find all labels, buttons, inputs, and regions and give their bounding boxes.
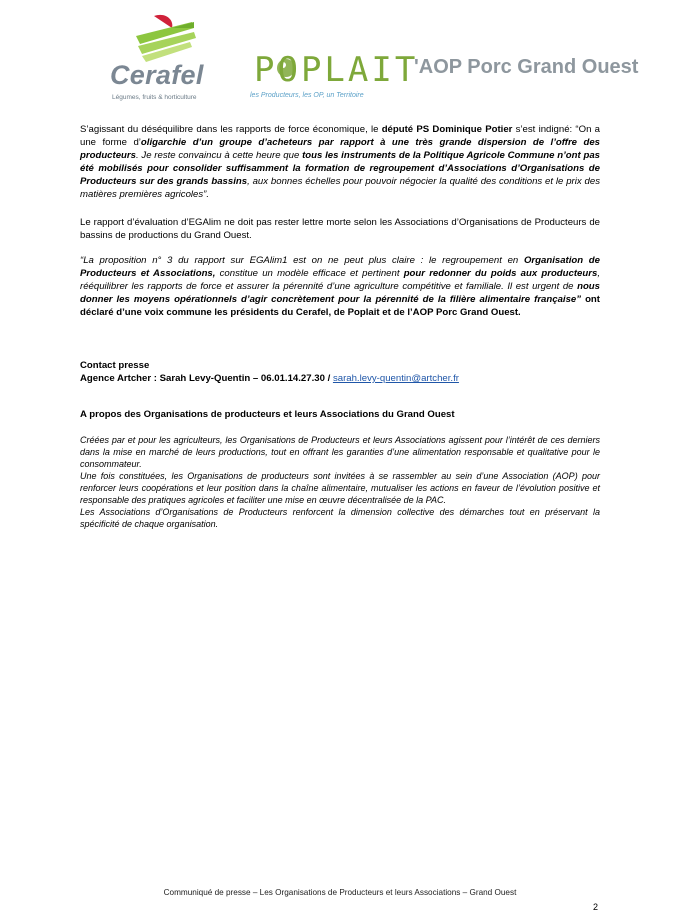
italic-text: “La proposition n° 3 du rapport sur EGAlim1 est on ne peut plus claire : le regroupement en bbox=[80, 255, 524, 266]
bold-text: ont déclaré d’une voix commune les présidents du Cerafel, de Poplait et de l’AOP Porc Grand Ouest. bbox=[80, 294, 600, 318]
contact-email-link[interactable]: sarah.levy-quentin@artcher.fr bbox=[332, 373, 459, 384]
poplait-logo bbox=[236, 12, 419, 102]
italic-text: constitue un modèle efficace et pertinent bbox=[215, 268, 404, 279]
contact-agency: Agence Artcher : Sarah Levy-Quentin – 06.01.14.27.30 / bbox=[80, 373, 333, 384]
aop-porc-logo-text: 'AOP Porc Grand Ouest bbox=[414, 56, 639, 78]
document-body bbox=[80, 123, 600, 530]
text: S’agissant du déséquilibre dans les rapports de force économique, le bbox=[80, 124, 382, 135]
paragraph-egalim-evaluation: Le rapport d’évaluation d’EGAlim ne doit pas rester lettre morte selon les Associations d’Organisations de Producteurs de bassins de productions du Grand Ouest. bbox=[80, 217, 600, 241]
page-number: 2 bbox=[593, 902, 599, 912]
contact-line bbox=[80, 372, 600, 385]
poplait-tagline: les Producteurs, les OP, un Territoire bbox=[250, 92, 364, 99]
italic-text: , rééquilibrer les rapports de force et assurer la pérennité d’une agriculture compétitive et familiale. Il est urgent de bbox=[80, 268, 600, 292]
italic-text: . Je reste convaincu à cette heure que bbox=[135, 150, 303, 161]
bold-italic-text: tous les instruments de la Politique Agricole Commune n’ont pas été mobilisés pour consolider suffisamment la formation de regroupement d’Associations d’Organisations de Producteurs sur des grands bassins bbox=[80, 150, 600, 187]
contact-title: Contact presse bbox=[80, 360, 150, 371]
text: s’est indigné: “On a une forme d’ bbox=[80, 124, 600, 148]
paragraph-potier-quote bbox=[80, 123, 600, 201]
bold-italic-text: pour redonner du poids aux producteurs bbox=[403, 268, 598, 279]
bold-text: député PS Dominique Potier bbox=[381, 124, 513, 135]
bold-italic-text: nous donner les moyens opérationnels d’agir concrètement pour la pérennité de la filière alimentaire française” bbox=[80, 281, 600, 305]
bold-italic-text: Organisation de Producteurs et Associations, bbox=[80, 255, 600, 279]
page-header bbox=[0, 0, 680, 110]
poplait-wordmark: POPLAIT bbox=[254, 50, 419, 90]
bold-italic-text: oligarchie d’un groupe d’acheteurs par rapport à une très grande dispersion de l’offre des producteurs bbox=[80, 137, 601, 161]
cerafel-wordmark: Cerafel bbox=[110, 60, 204, 90]
paragraph-presidents-quote bbox=[80, 254, 600, 319]
page-footer: Communiqué de presse – Les Organisations de Producteurs et leurs Associations – Grand Ouest bbox=[163, 888, 517, 897]
cerafel-tagline: Légumes, fruits & horticulture bbox=[112, 94, 197, 101]
about-title: A propos des Organisations de producteurs et leurs Associations du Grand Ouest bbox=[80, 409, 455, 420]
cerafel-leaf-icon bbox=[132, 10, 202, 62]
italic-text: , aux bonnes échelles pour pouvoir négocier la qualité des conditions et le prix des matières premières agricoles”. bbox=[80, 176, 600, 200]
about-paragraph-3: Les Associations d’Organisations de Producteurs renforcent la dimension collective des démarches tout en préservant la spécificité de chaque organisation. bbox=[80, 507, 600, 529]
cerafel-logo bbox=[108, 10, 224, 100]
about-paragraph-1: Créées par et pour les agriculteurs, les Organisations de Producteurs et leurs Associations agissent pour l’intérêt de ces derniers dans la mise en marché de leurs productions, tout en offrant les garanties d’une alimentation responsable et qualitative pour le consommateur. bbox=[80, 435, 600, 469]
about-paragraph-2: Une fois constituées, les Organisations de producteurs sont invitées à se rassembler au sein d’une Association (AOP) pour renforcer leurs coopérations et leur position dans la chaîne alimentaire, mutualiser les actions en faveur de l’évolution positive et responsable des pratiques agricoles et faciliter une mise en œuvre décentralisée de la PAC. bbox=[80, 471, 600, 505]
